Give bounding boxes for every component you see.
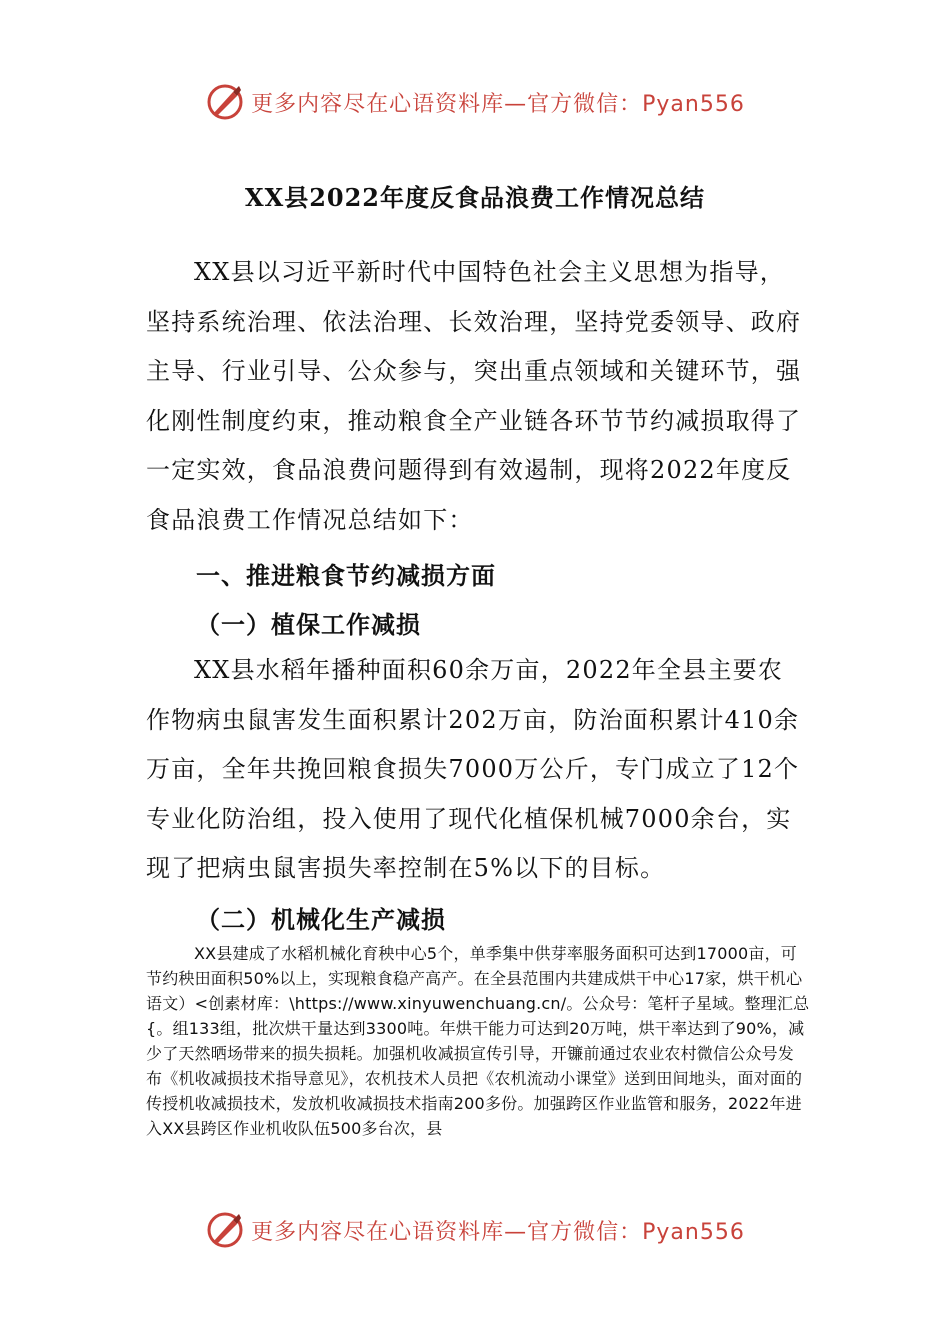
pen-logo-icon xyxy=(205,1210,245,1250)
watermark-banner-bottom xyxy=(0,1208,950,1252)
watermark-text: 更多内容尽在心语资料库—官方微信：Pyan556 xyxy=(251,91,745,117)
watermark-banner-top xyxy=(0,80,950,124)
subsection-paragraph-2: XX县建成了水稻机械化育秧中心5个，单季集中供芽率服务面积可达到17000亩，可节约秧田面积50%以上，实现粮食稳产高产。在全县范围内共建成烘干中心17家，烘干机心语文）<创素材库：\https://www.xinyuwenchuang.cn/。公众号：笔杆子星域。整理汇总{。组133组，批次烘干量达到3300吨。年烘干能力可达到20万吨，烘干率达到了90%，减少了天然晒场带来的损失损耗。加强机收减损宣传引导，开镰前通过农业农村微信公众号发布《机收减损技术指导意见》，农机技术人员把《农机流动小课堂》送到田间地头，面对面的传授机收减损技术，发放机收减损技术指南200多份。加强跨区作业监管和服务，2022年进入XX县跨区作业机收队伍500多台次，县 xyxy=(146,944,810,1138)
pen-logo-icon xyxy=(205,82,245,122)
subsection-heading-1: （一）植保工作减损 xyxy=(196,610,421,639)
document-title: XX县2022年度反食品浪费工作情况总结 xyxy=(244,183,706,212)
intro-paragraph: XX县以习近平新时代中国特色社会主义思想为指导，坚持系统治理、依法治理、长效治理，坚持党委领导、政府主导、行业引导、公众参与，突出重点领域和关键环节，强化刚性制度约束，推动粮食全产业链各环节节约减损取得了一定实效，食品浪费问题得到有效遏制，现将2022年度反食品浪费工作情况总结如下： xyxy=(146,258,802,534)
section-heading-1: 一、推进粮食节约减损方面 xyxy=(196,561,496,590)
subsection-heading-2: （二）机械化生产减损 xyxy=(196,905,446,934)
watermark-text: 更多内容尽在心语资料库—官方微信：Pyan556 xyxy=(251,1219,745,1245)
subsection-paragraph-1: XX县水稻年播种面积60余万亩，2022年全县主要农作物病虫鼠害发生面积累计202万亩，防治面积累计410余万亩，全年共挽回粮食损失7000万公斤，专门成立了12个专业化防治组，投入使用了现代化植保机械7000余台，实现了把病虫鼠害损失率控制在5%以下的目标。 xyxy=(146,656,800,882)
